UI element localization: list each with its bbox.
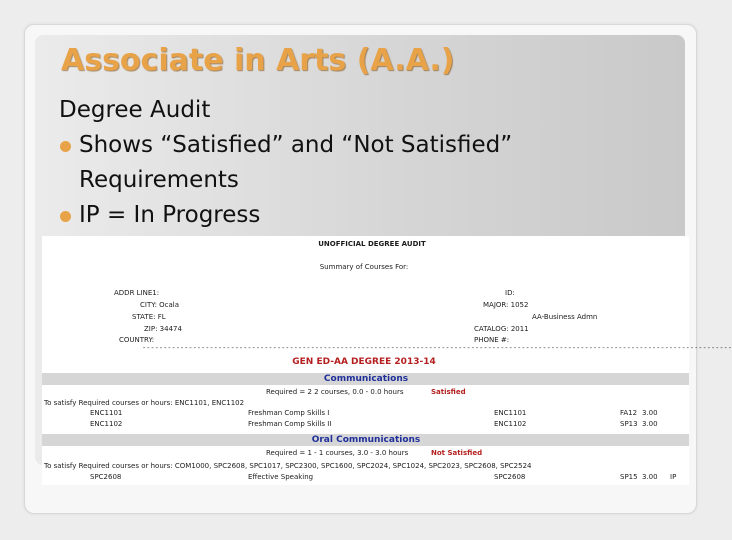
- major-name-field: AA-Business Admn: [532, 313, 598, 321]
- phone-field: PHONE #:: [474, 336, 510, 344]
- bullet-item: [59, 198, 512, 233]
- program-title: GEN ED-AA DEGREE 2013-14: [292, 357, 436, 367]
- divider-line: --------------------------------------------------------------------------------------------------------------------------------------------: [142, 344, 732, 352]
- slide-body: [59, 93, 512, 233]
- id-field: ID:: [505, 289, 515, 297]
- audit-summary: Summary of Courses For:: [319, 263, 409, 271]
- state-field: STATE: FL: [132, 313, 166, 321]
- course-term: SP13: [620, 420, 638, 428]
- catalog-field: CATALOG: 2011: [474, 325, 529, 333]
- course-code-taken: ENC1102: [494, 420, 527, 428]
- section-requirement: Required = 2 2 courses, 0.0 - 0.0 hours: [266, 388, 404, 396]
- course-title: Freshman Comp Skills II: [248, 420, 332, 428]
- section-note: To satisfy Required courses or hours: ENC1101, ENC1102: [44, 399, 245, 407]
- degree-audit-screenshot: [42, 236, 732, 485]
- course-term: FA12: [620, 409, 638, 417]
- course-hours: 3.00: [642, 473, 658, 481]
- bullet-dot-icon: [60, 211, 71, 222]
- country-field: COUNTRY:: [119, 336, 155, 344]
- course-code: ENC1101: [90, 409, 123, 417]
- section-title: Oral Communications: [311, 435, 421, 445]
- major-field: MAJOR: 1052: [483, 301, 529, 309]
- course-code: SPC2608: [90, 473, 122, 481]
- course-title: Effective Speaking: [248, 473, 314, 481]
- course-hours: 3.00: [642, 409, 658, 417]
- section-status: Satisfied: [431, 388, 466, 396]
- course-hours: 3.00: [642, 420, 658, 428]
- city-field: CITY: Ocala: [140, 301, 180, 309]
- zip-field: ZIP: 34474: [144, 325, 182, 333]
- section-status: Not Satisfied: [431, 449, 483, 457]
- bullet-text: IP = In Progress: [79, 202, 261, 228]
- section-title: Communications: [323, 374, 409, 384]
- bullet-text: Shows “Satisfied” and “Not Satisfied”: [79, 132, 513, 158]
- bullet-item: [59, 128, 512, 163]
- course-code-taken: ENC1101: [494, 409, 527, 417]
- section-requirement: Required = 1 - 1 courses, 3.0 - 3.0 hours: [266, 449, 409, 457]
- slide-heading: Degree Audit: [59, 97, 211, 123]
- course-grade: IP: [670, 473, 677, 481]
- audit-title: UNOFFICIAL DEGREE AUDIT: [318, 240, 426, 248]
- course-title: Freshman Comp Skills I: [248, 409, 330, 417]
- course-code-taken: SPC2608: [494, 473, 526, 481]
- section-note: To satisfy Required courses or hours: COM1000, SPC2608, SPC1017, SPC2300, SPC1600, SPC2024, SPC1024, SPC2023, SPC2608, SPC2524: [44, 462, 532, 470]
- bullet-dot-icon: [60, 141, 71, 152]
- course-code: ENC1102: [90, 420, 123, 428]
- bullet-text-continued: Requirements: [79, 167, 239, 193]
- slide-title: Associate in Arts (A.A.): [61, 43, 455, 78]
- course-term: SP15: [620, 473, 638, 481]
- addr-field: ADDR LINE1:: [114, 289, 160, 297]
